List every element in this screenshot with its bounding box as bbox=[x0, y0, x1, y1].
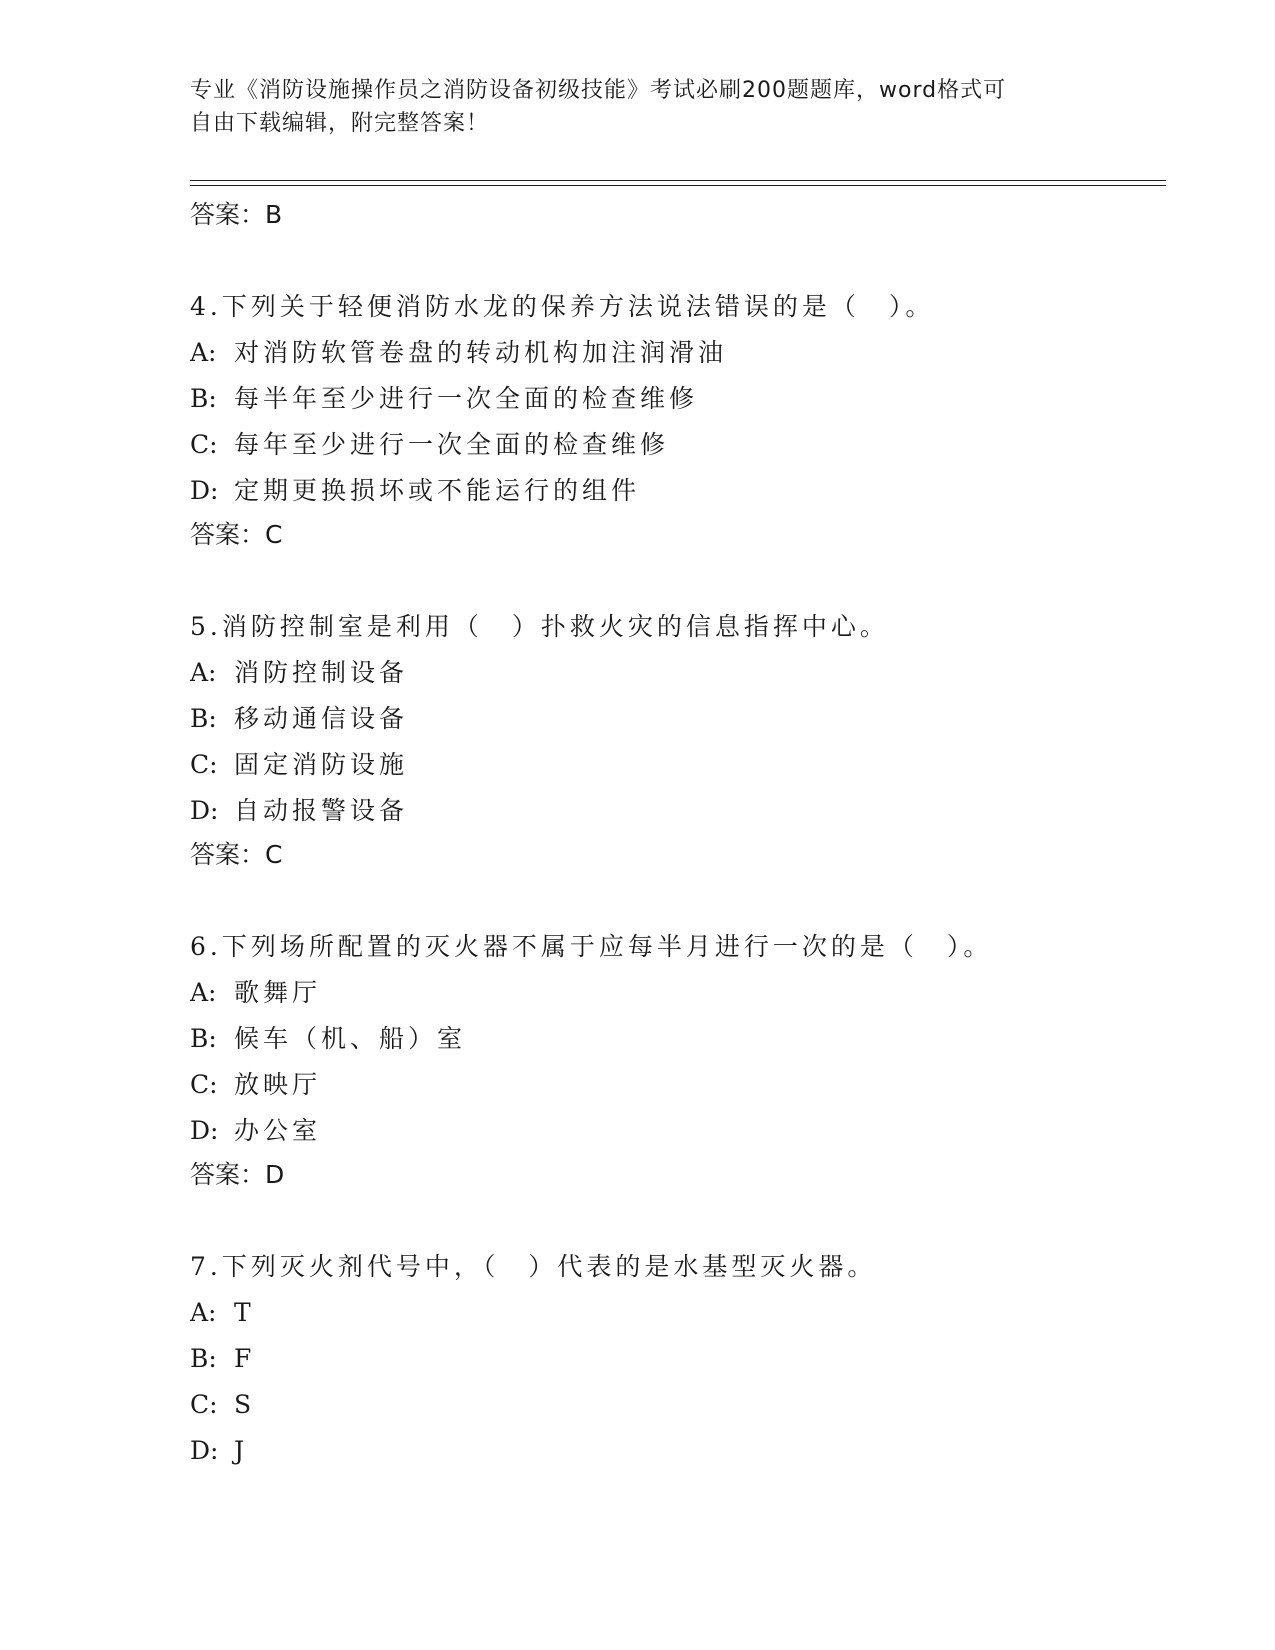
option-text: 自动报警设备 bbox=[234, 796, 409, 825]
option-a bbox=[190, 330, 1150, 376]
question-block bbox=[190, 604, 1150, 874]
option-d bbox=[190, 788, 1150, 834]
option-a bbox=[190, 970, 1150, 1016]
option-text: F bbox=[234, 1344, 256, 1373]
option-d bbox=[190, 1108, 1150, 1154]
header-divider-bottom bbox=[190, 185, 1166, 186]
option-letter: B: bbox=[190, 1344, 217, 1373]
question-block bbox=[190, 1244, 1150, 1474]
option-text: 办公室 bbox=[234, 1116, 322, 1145]
option-letter: A: bbox=[190, 338, 217, 367]
answer-line: 答案：B bbox=[190, 200, 283, 229]
option-text: J bbox=[234, 1436, 249, 1465]
option-letter: B: bbox=[190, 1024, 217, 1053]
question-text: 6.下列场所配置的灭火器不属于应每半月进行一次的是（ ）。 bbox=[190, 932, 993, 961]
option-letter: C: bbox=[190, 1390, 218, 1419]
option-letter: D: bbox=[190, 796, 219, 825]
question-list bbox=[190, 194, 1150, 1474]
option-c bbox=[190, 422, 1150, 468]
option-a bbox=[190, 650, 1150, 696]
option-text: T bbox=[234, 1298, 255, 1327]
option-letter: C: bbox=[190, 430, 218, 459]
option-c bbox=[190, 1062, 1150, 1108]
question-text: 7.下列灭火剂代号中，（ ）代表的是水基型灭火器。 bbox=[190, 1252, 877, 1281]
header-divider-top bbox=[190, 180, 1166, 181]
option-text: 歌舞厅 bbox=[234, 978, 322, 1007]
question-block bbox=[190, 924, 1150, 1194]
option-text: 放映厅 bbox=[234, 1070, 322, 1099]
option-b bbox=[190, 1016, 1150, 1062]
question-text: 4.下列关于轻便消防水龙的保养方法说法错误的是（ ）。 bbox=[190, 292, 935, 321]
document-header bbox=[190, 74, 1090, 140]
option-c bbox=[190, 742, 1150, 788]
answer-line: 答案：D bbox=[190, 1160, 285, 1189]
option-b bbox=[190, 696, 1150, 742]
option-letter: B: bbox=[190, 704, 217, 733]
option-text: 每年至少进行一次全面的检查维修 bbox=[234, 430, 670, 459]
option-text: 候车（机、船）室 bbox=[234, 1024, 467, 1053]
option-letter: C: bbox=[190, 1070, 218, 1099]
option-text: 每半年至少进行一次全面的检查维修 bbox=[234, 384, 699, 413]
question-text: 5.消防控制室是利用（ ）扑救火灾的信息指挥中心。 bbox=[190, 612, 889, 641]
option-letter: A: bbox=[190, 1298, 217, 1327]
option-letter: A: bbox=[190, 658, 217, 687]
option-letter: C: bbox=[190, 750, 218, 779]
question-block bbox=[190, 284, 1150, 554]
option-text: 消防控制设备 bbox=[234, 658, 409, 687]
option-letter: B: bbox=[190, 384, 217, 413]
option-b bbox=[190, 376, 1150, 422]
option-d bbox=[190, 1428, 1150, 1474]
header-line-1: 专业《消防设施操作员之消防设备初级技能》考试必刷200题题库，word格式可 bbox=[190, 78, 1007, 103]
option-text: 定期更换损坏或不能运行的组件 bbox=[234, 476, 641, 505]
option-letter: D: bbox=[190, 1116, 219, 1145]
option-letter: D: bbox=[190, 476, 219, 505]
option-text: 移动通信设备 bbox=[234, 704, 409, 733]
option-d bbox=[190, 468, 1150, 514]
option-text: 对消防软管卷盘的转动机构加注润滑油 bbox=[234, 338, 728, 367]
answer-line: 答案：C bbox=[190, 840, 283, 869]
option-letter: A: bbox=[190, 978, 217, 1007]
option-letter: D: bbox=[190, 1436, 219, 1465]
header-line-2: 自由下载编辑，附完整答案！ bbox=[190, 111, 490, 136]
option-text: 固定消防设施 bbox=[234, 750, 409, 779]
answer-line: 答案：C bbox=[190, 520, 283, 549]
option-a bbox=[190, 1290, 1150, 1336]
option-b bbox=[190, 1336, 1150, 1382]
option-c bbox=[190, 1382, 1150, 1428]
option-text: S bbox=[234, 1390, 256, 1419]
